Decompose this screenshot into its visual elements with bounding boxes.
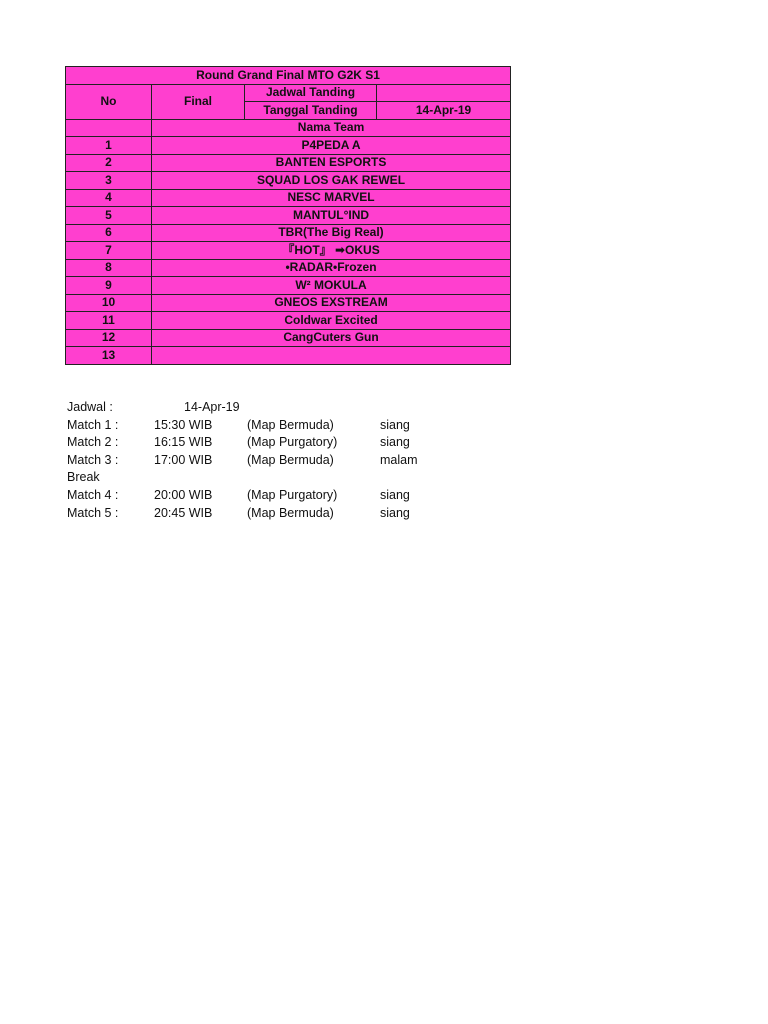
team-number: 7 [66,242,152,260]
table-header-row-3 [66,119,511,137]
match-map: (Map Bermuda) [247,417,334,432]
header-final: Final [152,84,245,119]
table-row [66,172,511,190]
team-number: 2 [66,154,152,172]
team-number: 4 [66,189,152,207]
tournament-table [65,66,511,365]
schedule-section [67,399,467,522]
table-row [66,242,511,260]
table-row [66,207,511,225]
table-row [66,137,511,155]
table-row [66,224,511,242]
match-time: 20:00 WIB [154,487,213,502]
team-number: 5 [66,207,152,225]
match-note: siang [380,505,410,520]
header-no-continued [66,119,152,137]
team-name: BANTEN ESPORTS [152,154,511,172]
team-number: 1 [66,137,152,155]
team-name: P4PEDA A [152,137,511,155]
team-number: 11 [66,312,152,330]
table-title-row [66,67,511,85]
match-label: Match 1 : [67,417,119,432]
team-name: SQUAD LOS GAK REWEL [152,172,511,190]
matches-list-after-break [67,487,467,522]
table-title: Round Grand Final MTO G2K S1 [66,67,511,85]
table-row [66,277,511,295]
schedule-header-row [67,399,467,417]
table-row [66,259,511,277]
schedule-date: 14-Apr-19 [184,400,240,414]
team-number: 9 [66,277,152,295]
team-name: MANTUL°IND [152,207,511,225]
team-name: 『HOT』 ➡OKUS [152,242,511,260]
header-nama-team: Nama Team [152,119,511,137]
match-time: 15:30 WIB [154,417,213,432]
match-note: siang [380,435,410,450]
table-row [66,154,511,172]
schedule-label: Jadwal : [67,400,113,414]
match-row [67,452,467,470]
team-number: 8 [66,259,152,277]
team-name: W² MOKULA [152,277,511,295]
table-header-row [66,84,511,102]
match-map: (Map Purgatory) [247,435,338,450]
team-name: CangCuters Gun [152,329,511,347]
match-map: (Map Bermuda) [247,505,334,520]
team-number: 10 [66,294,152,312]
table-row [66,312,511,330]
table-row [66,347,511,365]
header-empty-cell [377,84,511,102]
break-row [67,469,467,487]
team-name: NESC MARVEL [152,189,511,207]
match-map: (Map Bermuda) [247,452,334,467]
team-number: 12 [66,329,152,347]
team-name: Coldwar Excited [152,312,511,330]
match-row [67,417,467,435]
team-name: TBR(The Big Real) [152,224,511,242]
match-map: (Map Purgatory) [247,487,338,502]
break-label: Break [67,470,100,485]
match-row [67,434,467,452]
match-time: 16:15 WIB [154,435,213,450]
match-note: siang [380,487,410,502]
match-label: Match 2 : [67,435,119,450]
team-name: •RADAR•Frozen [152,259,511,277]
match-label: Match 4 : [67,487,119,502]
matches-list [67,417,467,470]
team-number: 13 [66,347,152,365]
match-note: siang [380,417,410,432]
match-row [67,487,467,505]
header-tanggal-value: 14-Apr-19 [377,102,511,120]
match-time: 20:45 WIB [154,505,213,520]
table-row [66,329,511,347]
header-no: No [66,84,152,119]
team-number: 6 [66,224,152,242]
team-name: GNEOS EXSTREAM [152,294,511,312]
header-tanggal-tanding: Tanggal Tanding [245,102,377,120]
team-number: 3 [66,172,152,190]
match-label: Match 5 : [67,505,119,520]
team-name [152,347,511,365]
match-time: 17:00 WIB [154,452,213,467]
team-rows [66,137,511,365]
header-jadwal-tanding: Jadwal Tanding [245,84,377,102]
match-note: malam [380,452,418,467]
table-row [66,189,511,207]
match-row [67,505,467,523]
match-label: Match 3 : [67,452,119,467]
table-row [66,294,511,312]
